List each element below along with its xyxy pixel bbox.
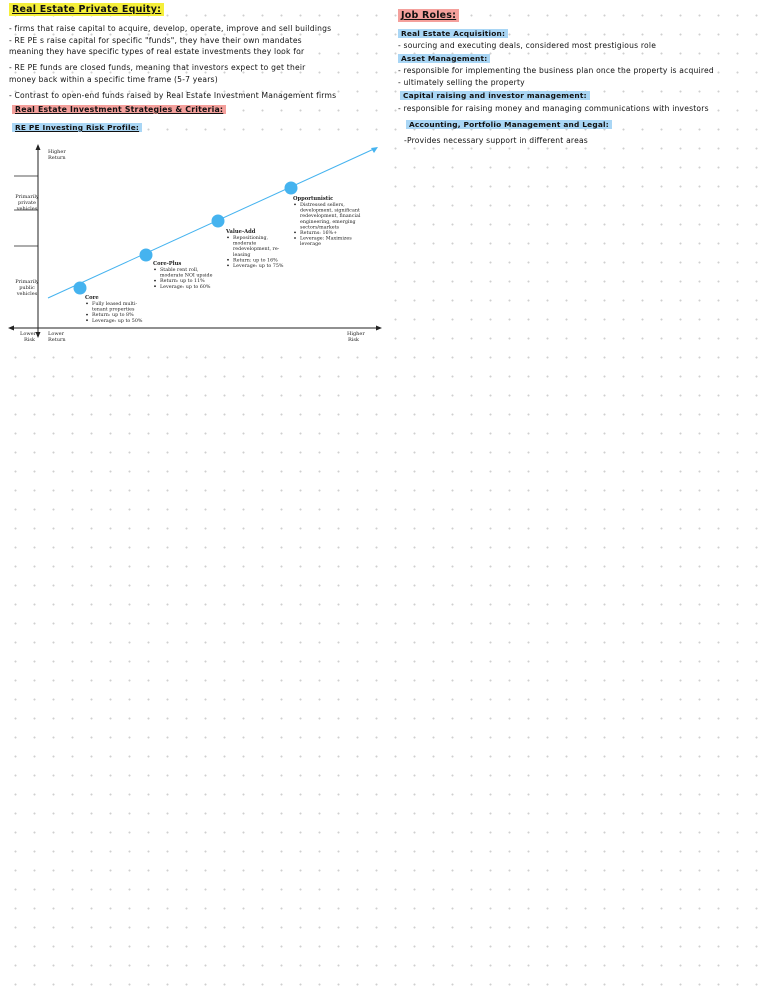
- point-bullet-text: Return: up to 11%: [160, 279, 205, 285]
- point-bullet-text: engineering, emerging: [300, 219, 356, 225]
- bullet-dot: [294, 237, 296, 239]
- bullet-dot: [86, 314, 88, 316]
- bullet-dot: [154, 269, 156, 271]
- x-axis-left-label-1: Lower: [48, 331, 64, 337]
- left-bullet-4: - RE PE funds are closed funds, meaning that investors expect to get their: [9, 63, 306, 72]
- point-value-add: [212, 215, 225, 228]
- band-label-1: Primarily: [15, 194, 39, 200]
- role-heading-accounting-text: Accounting, Portfolio Management and Legal:: [406, 120, 612, 129]
- bullet-dot: [227, 259, 229, 261]
- risk-profile-title-text: RE PE Investing Risk Profile:: [12, 123, 142, 132]
- role-line-acquisition: - sourcing and executing deals, considered most prestigious role: [398, 41, 657, 50]
- point-bullet-text: Leverage: up to 50%: [92, 318, 143, 324]
- point-bullet-text: Leverage: up to 60%: [160, 284, 211, 290]
- point-bullet-text: moderate: [233, 241, 257, 247]
- bullet-dot: [294, 204, 296, 206]
- point-bullet-text: Distressed sellers,: [300, 203, 345, 208]
- role-line-capital: - responsible for raising money and managing communications with investors: [398, 104, 709, 113]
- x-axis-arrow-right: [376, 326, 382, 331]
- role-heading-accounting: [406, 119, 612, 130]
- role-heading-capital: [400, 90, 590, 101]
- strategy-title: [12, 104, 226, 115]
- role-heading-acquisition: [398, 28, 508, 39]
- band-label-2: vehicles: [16, 291, 38, 297]
- point-label-opportunistic: Opportunistic: [293, 196, 334, 202]
- point-bullet-text: Return: up to 16%: [233, 258, 278, 264]
- bullet-dot: [86, 303, 88, 305]
- left-bullet-2: - RE PE s raise capital for specific "funds", they have their own mandates: [9, 36, 302, 45]
- role-heading-capital-text: Capital raising and investor management:: [400, 91, 590, 100]
- point-core: [74, 282, 87, 295]
- point-bullet-text: leverage: [300, 242, 321, 248]
- point-opportunistic: [285, 182, 298, 195]
- point-bullet-text: Fully leased multi-: [92, 302, 138, 307]
- left-title-text: Real Estate Private Equity:: [9, 3, 164, 16]
- role-line-asset-1: - responsible for implementing the business plan once the property is acquired: [398, 66, 714, 75]
- bullet-dot: [294, 232, 296, 234]
- point-bullet-text: redevelopment, financial: [300, 214, 361, 220]
- point-bullet-text: Stable rent roll,: [160, 268, 199, 273]
- role-heading-asset-mgmt-text: Asset Management:: [398, 54, 490, 63]
- point-bullet-text: Return: up to 8%: [92, 313, 134, 319]
- y-axis-bottom-label-2: Risk: [24, 337, 35, 343]
- point-label-core-plus: Core-Plus: [153, 261, 182, 267]
- point-bullet-text: Repositioning,: [233, 236, 269, 241]
- role-line-accounting: -Provides necessary support in different areas: [404, 136, 588, 145]
- point-bullet-text: leasing: [233, 252, 251, 258]
- point-label-core: Core: [85, 295, 99, 301]
- band-label-2: public: [19, 285, 35, 291]
- risk-profile-chart-svg: [8, 138, 384, 348]
- band-label-2: Primarily: [15, 279, 39, 285]
- y-axis-arrow-bottom: [36, 332, 41, 338]
- strategy-title-text: Real Estate Investment Strategies & Criteria:: [12, 105, 226, 114]
- point-label-value-add: Value-Add: [226, 229, 256, 235]
- bullet-dot: [154, 285, 156, 287]
- bullet-dot: [227, 265, 229, 267]
- left-bullet-6: - Contrast to open-end funds raised by Real Estate Investment Management firms: [9, 91, 337, 100]
- point-bullet-text: moderate NOI upside: [160, 273, 213, 279]
- x-axis-right-label-1: Higher: [347, 331, 365, 337]
- left-bullet-3: meaning they have specific types of real estate investments they look for: [9, 47, 305, 56]
- role-heading-asset-mgmt: [398, 53, 490, 64]
- left-title: [9, 4, 164, 15]
- x-axis-right-label-2: Risk: [348, 337, 359, 343]
- point-bullet-text: Leverage: Maximizes: [300, 236, 352, 242]
- bullet-dot: [86, 319, 88, 321]
- point-core-plus: [140, 249, 153, 262]
- point-bullet-text: tenant properties: [92, 307, 135, 313]
- right-title-text: Job Roles:: [398, 9, 459, 22]
- y-axis-top-label-1: Higher: [48, 149, 66, 155]
- x-axis-arrow-left: [8, 326, 14, 331]
- risk-profile-chart: [8, 138, 384, 348]
- band-label-1: vehicles: [16, 206, 38, 212]
- point-bullet-text: Returns: 16%+: [300, 231, 338, 236]
- y-axis-bottom-label-1: Lower: [20, 331, 36, 337]
- role-heading-acquisition-text: Real Estate Acquisition:: [398, 29, 508, 38]
- point-bullet-text: redevelopment, re-: [233, 247, 280, 253]
- right-title: [398, 10, 459, 21]
- bullet-dot: [227, 237, 229, 239]
- y-axis-top-label-2: Return: [48, 155, 66, 161]
- point-bullet-text: Leverage: up to 75%: [233, 264, 284, 269]
- role-line-asset-2: - ultimately selling the property: [398, 78, 525, 87]
- y-axis-arrow-top: [36, 144, 41, 150]
- risk-profile-title: [12, 122, 142, 133]
- point-bullet-text: sectors/markets: [300, 225, 340, 231]
- left-bullet-5: money back within a specific time frame (5-7 years): [9, 75, 218, 84]
- left-bullet-1: - firms that raise capital to acquire, develop, operate, improve and sell buildings: [9, 24, 332, 33]
- point-bullet-text: development, significant: [300, 208, 360, 214]
- bullet-dot: [154, 280, 156, 282]
- band-label-1: private: [18, 200, 36, 206]
- x-axis-left-label-2: Return: [48, 337, 66, 343]
